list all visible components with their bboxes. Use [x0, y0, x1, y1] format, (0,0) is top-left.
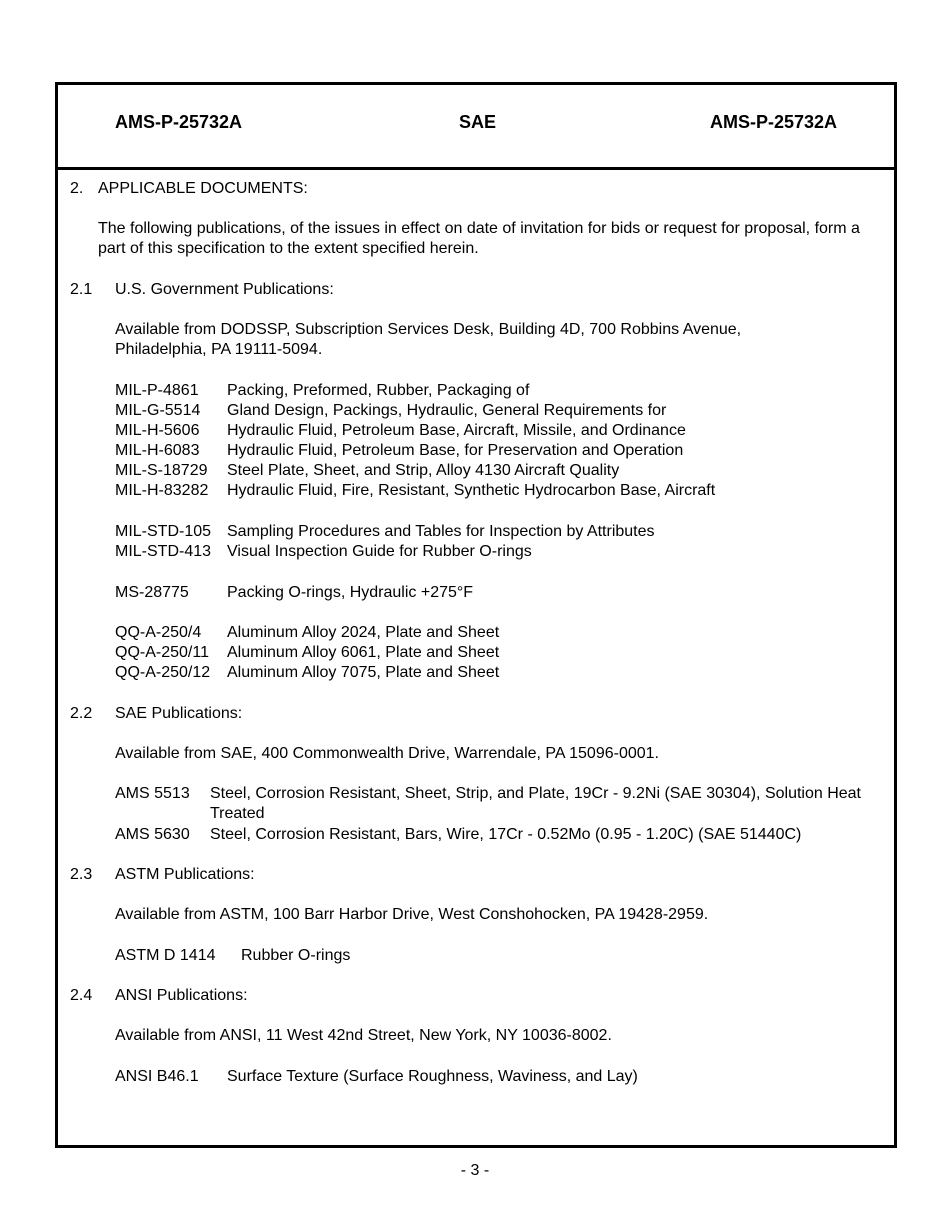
- reference-code: MIL-H-83282: [115, 482, 209, 499]
- section-2-4-availability: Available from ANSI, 11 West 42nd Street, New York, NY 10036-8002.: [115, 1027, 612, 1044]
- reference-code: AMS 5630: [115, 826, 190, 843]
- reference-title: Visual Inspection Guide for Rubber O-rings: [227, 543, 532, 560]
- reference-row: [115, 623, 499, 643]
- reference-title: Hydraulic Fluid, Fire, Resistant, Synthetic Hydrocarbon Base, Aircraft: [227, 482, 716, 499]
- reference-row: [115, 643, 499, 663]
- reference-code: MIL-G-5514: [115, 402, 201, 419]
- reference-row: [115, 784, 210, 804]
- section-2-number: 2.: [70, 180, 84, 197]
- reference-title: Aluminum Alloy 6061, Plate and Sheet: [227, 644, 500, 661]
- page-frame: [55, 82, 897, 1148]
- reference-title: Surface Texture (Surface Roughness, Waviness, and Lay): [227, 1068, 638, 1085]
- reference-row: [115, 522, 655, 542]
- header-publisher: SAE: [459, 112, 497, 132]
- reference-code: QQ-A-250/12: [115, 664, 211, 681]
- reference-row: [115, 946, 350, 966]
- reference-row: [115, 381, 529, 401]
- reference-row: [115, 481, 715, 501]
- reference-title: Hydraulic Fluid, Petroleum Base, Aircraft, Missile, and Ordinance: [227, 422, 686, 439]
- reference-row: [115, 825, 801, 845]
- header-doc-id-right: AMS-P-25732A: [710, 112, 838, 132]
- reference-row: [115, 441, 683, 461]
- reference-row: [115, 663, 499, 683]
- section-2-2-number: 2.2: [70, 705, 93, 722]
- reference-code: ANSI B46.1: [115, 1068, 199, 1085]
- reference-code: MIL-H-6083: [115, 442, 200, 459]
- reference-row: [115, 461, 619, 481]
- section-2-title: APPLICABLE DOCUMENTS:: [98, 180, 308, 197]
- reference-title: Steel, Corrosion Resistant, Sheet, Strip, and Plate, 19Cr - 9.2Ni (SAE 30304), Solution Heat Treated: [210, 785, 861, 822]
- reference-title: Steel, Corrosion Resistant, Bars, Wire, 17Cr - 0.52Mo (0.95 - 1.20C) (SAE 51440C): [210, 826, 802, 843]
- reference-row: [115, 421, 686, 441]
- reference-title: Steel Plate, Sheet, and Strip, Alloy 4130 Aircraft Quality: [227, 462, 620, 479]
- reference-title: Gland Design, Packings, Hydraulic, General Requirements for: [227, 402, 667, 419]
- reference-title: Hydraulic Fluid, Petroleum Base, for Preservation and Operation: [227, 442, 684, 459]
- reference-code: QQ-A-250/11: [115, 644, 209, 661]
- section-2-1-number: 2.1: [70, 281, 93, 298]
- section-2-3-number: 2.3: [70, 866, 93, 883]
- reference-row: [115, 401, 666, 421]
- reference-row: [115, 542, 532, 562]
- reference-title: Aluminum Alloy 7075, Plate and Sheet: [227, 664, 500, 681]
- section-2-4-title: ANSI Publications:: [115, 987, 248, 1004]
- reference-title: Packing O-rings, Hydraulic +275°F: [227, 584, 474, 601]
- section-2-3-title: ASTM Publications:: [115, 866, 255, 883]
- reference-title: Rubber O-rings: [241, 947, 351, 964]
- page-number: - 3 -: [460, 1162, 490, 1179]
- page-header: [58, 85, 894, 170]
- reference-row: [115, 1067, 638, 1087]
- reference-code: MS-28775: [115, 584, 189, 601]
- reference-code: ASTM D 1414: [115, 947, 216, 964]
- reference-code: MIL-P-4861: [115, 382, 199, 399]
- reference-title: Sampling Procedures and Tables for Inspection by Attributes: [227, 523, 655, 540]
- reference-row: [115, 583, 473, 603]
- reference-title: Aluminum Alloy 2024, Plate and Sheet: [227, 624, 500, 641]
- reference-code: MIL-STD-105: [115, 523, 212, 540]
- section-2-intro: The following publications, of the issues in effect on date of invitation for bids or request for proposal, form a part of this specification to the extent specified herein.: [98, 220, 860, 257]
- reference-code: MIL-H-5606: [115, 422, 200, 439]
- section-2-1-availability: Available from DODSSP, Subscription Services Desk, Building 4D, 700 Robbins Avenue, Philadelphia, PA 19111-5094.: [115, 321, 742, 358]
- reference-code: MIL-STD-413: [115, 543, 212, 560]
- header-doc-id-left: AMS-P-25732A: [115, 112, 243, 132]
- section-2-4-number: 2.4: [70, 987, 93, 1004]
- section-2-3-availability: Available from ASTM, 100 Barr Harbor Drive, West Conshohocken, PA 19428-2959.: [115, 906, 709, 923]
- reference-code: MIL-S-18729: [115, 462, 208, 479]
- section-2-2-availability: Available from SAE, 400 Commonwealth Drive, Warrendale, PA 15096-0001.: [115, 745, 659, 762]
- reference-code: AMS 5513: [115, 785, 190, 802]
- section-2-2-title: SAE Publications:: [115, 705, 243, 722]
- reference-title: Packing, Preformed, Rubber, Packaging of: [227, 382, 530, 399]
- reference-code: QQ-A-250/4: [115, 624, 202, 641]
- section-2-1-title: U.S. Government Publications:: [115, 281, 334, 298]
